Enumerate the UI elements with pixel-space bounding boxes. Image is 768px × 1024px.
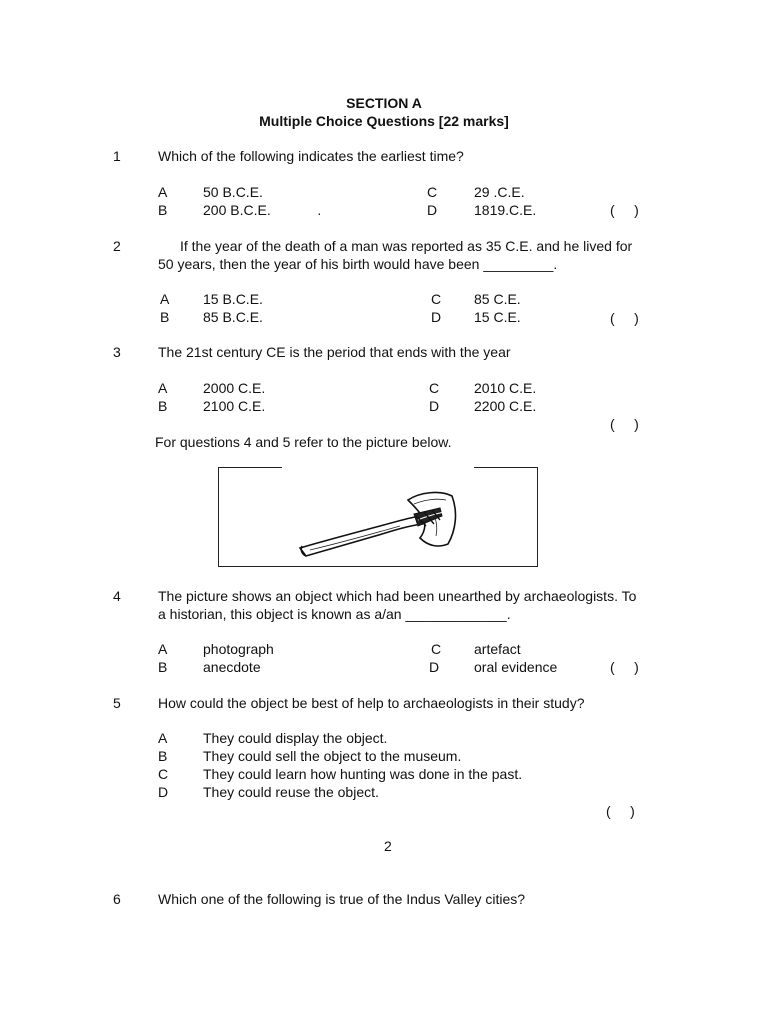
option-letter: A [160,291,170,307]
question-text: The picture shows an object which had been unearthed by archaeologists. To [158,588,637,604]
option-text: 2000 C.E. [203,380,266,396]
option-letter: C [158,766,169,782]
option-letter: D [429,659,440,675]
option-letter: C [427,184,438,200]
question-text: How could the object be best of help to archaeologists in their study? [158,695,585,711]
option-letter: D [158,784,169,800]
question-number: 4 [113,588,121,604]
option-text: They could reuse the object. [203,784,379,800]
question-text: The 21st century CE is the period that ends with the year [158,344,511,360]
question-number: 5 [113,695,121,711]
answer-box[interactable]: ( ) [606,803,635,819]
option-letter: A [158,380,168,396]
option-letter: A [158,641,168,657]
option-text: 15 C.E. [474,309,521,325]
option-text: 2010 C.E. [474,380,537,396]
option-text: 29 .C.E. [474,184,525,200]
question-number: 1 [113,148,121,164]
question-number: 6 [113,891,121,907]
answer-box[interactable]: ( ) [610,310,639,326]
question-number: 2 [113,238,121,254]
option-letter: B [160,309,170,325]
question-text: a historian, this object is known as a/an _____________. [158,606,511,622]
option-letter: D [431,309,442,325]
option-text: They could learn how hunting was done in the past. [203,766,523,782]
option-letter: C [431,641,442,657]
page-number: 2 [384,838,392,854]
option-letter: B [158,202,168,218]
instruction-text: For questions 4 and 5 refer to the picture below. [155,434,452,450]
option-letter: C [429,380,440,396]
option-text: artefact [474,641,521,657]
option-text: 200 B.C.E. . [203,202,322,218]
option-text: 50 B.C.E. [203,184,263,200]
option-text: oral evidence [474,659,558,675]
option-letter: B [158,398,168,414]
question-number: 3 [113,344,121,360]
answer-box[interactable]: ( ) [610,416,639,432]
answer-box[interactable]: ( ) [610,202,639,218]
option-letter: D [427,202,438,218]
option-letter: A [158,730,168,746]
section-subtitle: Multiple Choice Questions [22 marks] [259,113,509,129]
question-text: If the year of the death of a man was reported as 35 C.E. and he lived for [180,238,633,254]
stone-axe-icon [290,486,470,560]
option-letter: B [158,748,168,764]
option-letter: B [158,659,168,675]
section-title: SECTION A [346,95,422,111]
question-text: 50 years, then the year of his birth would have been _________. [158,256,558,272]
question-text: Which one of the following is true of the Indus Valley cities? [158,891,526,907]
option-text: 85 C.E. [474,291,521,307]
option-text: 85 B.C.E. [203,309,263,325]
option-letter: D [429,398,440,414]
option-text: They could sell the object to the museum. [203,748,462,764]
option-letter: A [158,184,168,200]
option-letter: C [431,291,442,307]
option-text: photograph [203,641,274,657]
option-text: 2200 C.E. [474,398,537,414]
option-text: 1819.C.E. [474,202,537,218]
option-text: 2100 C.E. [203,398,266,414]
option-text: 15 B.C.E. [203,291,263,307]
question-text: Which of the following indicates the earliest time? [158,148,464,164]
option-text: They could display the object. [203,730,388,746]
figure-frame-gap [282,465,474,471]
option-text: anecdote [203,659,261,675]
answer-box[interactable]: ( ) [610,659,639,675]
